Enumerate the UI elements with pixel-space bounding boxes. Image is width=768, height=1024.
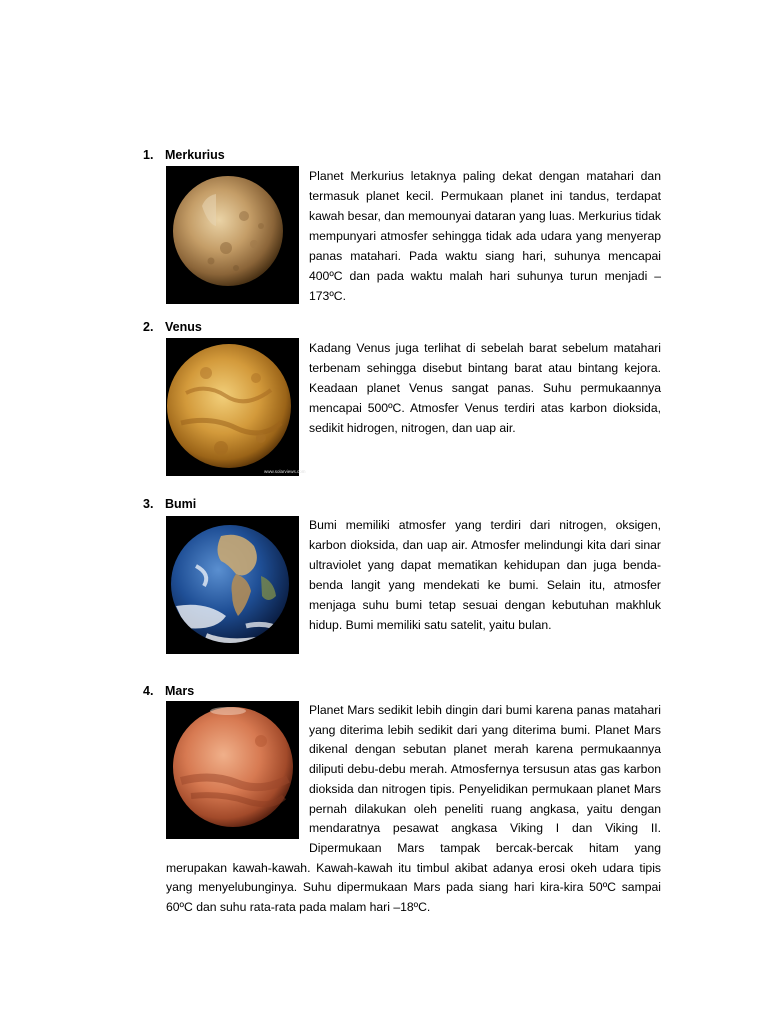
- planet-description: Kadang Venus juga terlihat di sebelah barat sebelum matahari terbenam sehingga disebut bintang barat atau bintang kejora. Keadaan planet Venus sangat panas. Suhu permukaannya mencapai 500ºC. Atmosfer Venus terdiri atas karbon dioksida, sedikit hidrogen, nitrogen, dan uap air.: [309, 341, 661, 435]
- list-number: 3.: [143, 497, 154, 511]
- earth-planet-icon: [166, 516, 299, 654]
- mercury-image: [166, 166, 299, 304]
- venus-planet-icon: [166, 338, 306, 476]
- list-number: 1.: [143, 148, 154, 162]
- image-credit: www.solarviews.com: [264, 469, 306, 474]
- mars-text-wrap: [166, 701, 661, 918]
- planet-name: Venus: [165, 320, 202, 334]
- planet-heading: [143, 147, 225, 163]
- earth-image: [166, 516, 299, 654]
- planet-description: Bumi memiliki atmosfer yang terdiri dari nitrogen, oksigen, karbon dioksida, dan uap air. Atmosfer melindungi kita dari sinar ultraviolet yang dapat mematikan kehidupan dan juga benda-benda langit yang mendekati ke bumi. Selain itu, atmosfer menjaga suhu bumi tetap sesuai dengan kebutuhan makhluk hidup. Bumi memiliki satu satelit, yaitu bulan.: [309, 518, 661, 632]
- planet-description: Planet Mars sedikit lebih dingin dari bumi karena panas matahari yang diterima lebih sedikit dari yang diterima bumi. Planet Mars dikenal dengan sebutan planet merah karena permukaannya diliputi debu-debu merah. Atmosfernya tersusun atas gas karbon dioksida dan nitrogen tipis. Penyelidikan permukaan planet Mars pernah dilakukan oleh peneliti ruang angkasa, yaitu dengan mendaratnya pesawat angkasa Viking I dan Viking II. Dipermukaan Mars tampak bercak-bercak hitam yang merupakan kawah-kawah. Kawah-kawah itu timbul akibat adanya erosi okeh udara tipis yang menyelubunginya. Suhu dipermukaan Mars pada siang hari kira-kira 50ºC sampai 60ºC dan suhu rata-rata pada malam hari –18ºC.: [166, 703, 661, 915]
- mercury-planet-icon: [166, 166, 299, 304]
- planet-description: Planet Merkurius letaknya paling dekat dengan matahari dan termasuk planet kecil. Permukaan planet ini tandus, terdapat kawah besar, dan memounyai dataran yang luas. Merkurius tidak mempunyari atmosfer sehingga tidak ada udara yang menyerap panas matahari. Pada waktu siang hari, suhunya mencapai 400ºC dan pada waktu malah hari suhunya turun menjadi –173ºC.: [309, 169, 661, 303]
- planet-heading: [143, 683, 194, 699]
- list-number: 4.: [143, 684, 154, 698]
- planet-name: Bumi: [165, 497, 197, 511]
- planet-heading: [143, 496, 196, 512]
- mars-planet-icon: [166, 701, 299, 839]
- planet-name: Mars: [165, 684, 195, 698]
- planet-name: Merkurius: [165, 148, 225, 162]
- planet-heading: [143, 319, 202, 335]
- venus-image: [166, 338, 306, 476]
- list-number: 2.: [143, 320, 154, 334]
- mars-image: [166, 701, 299, 839]
